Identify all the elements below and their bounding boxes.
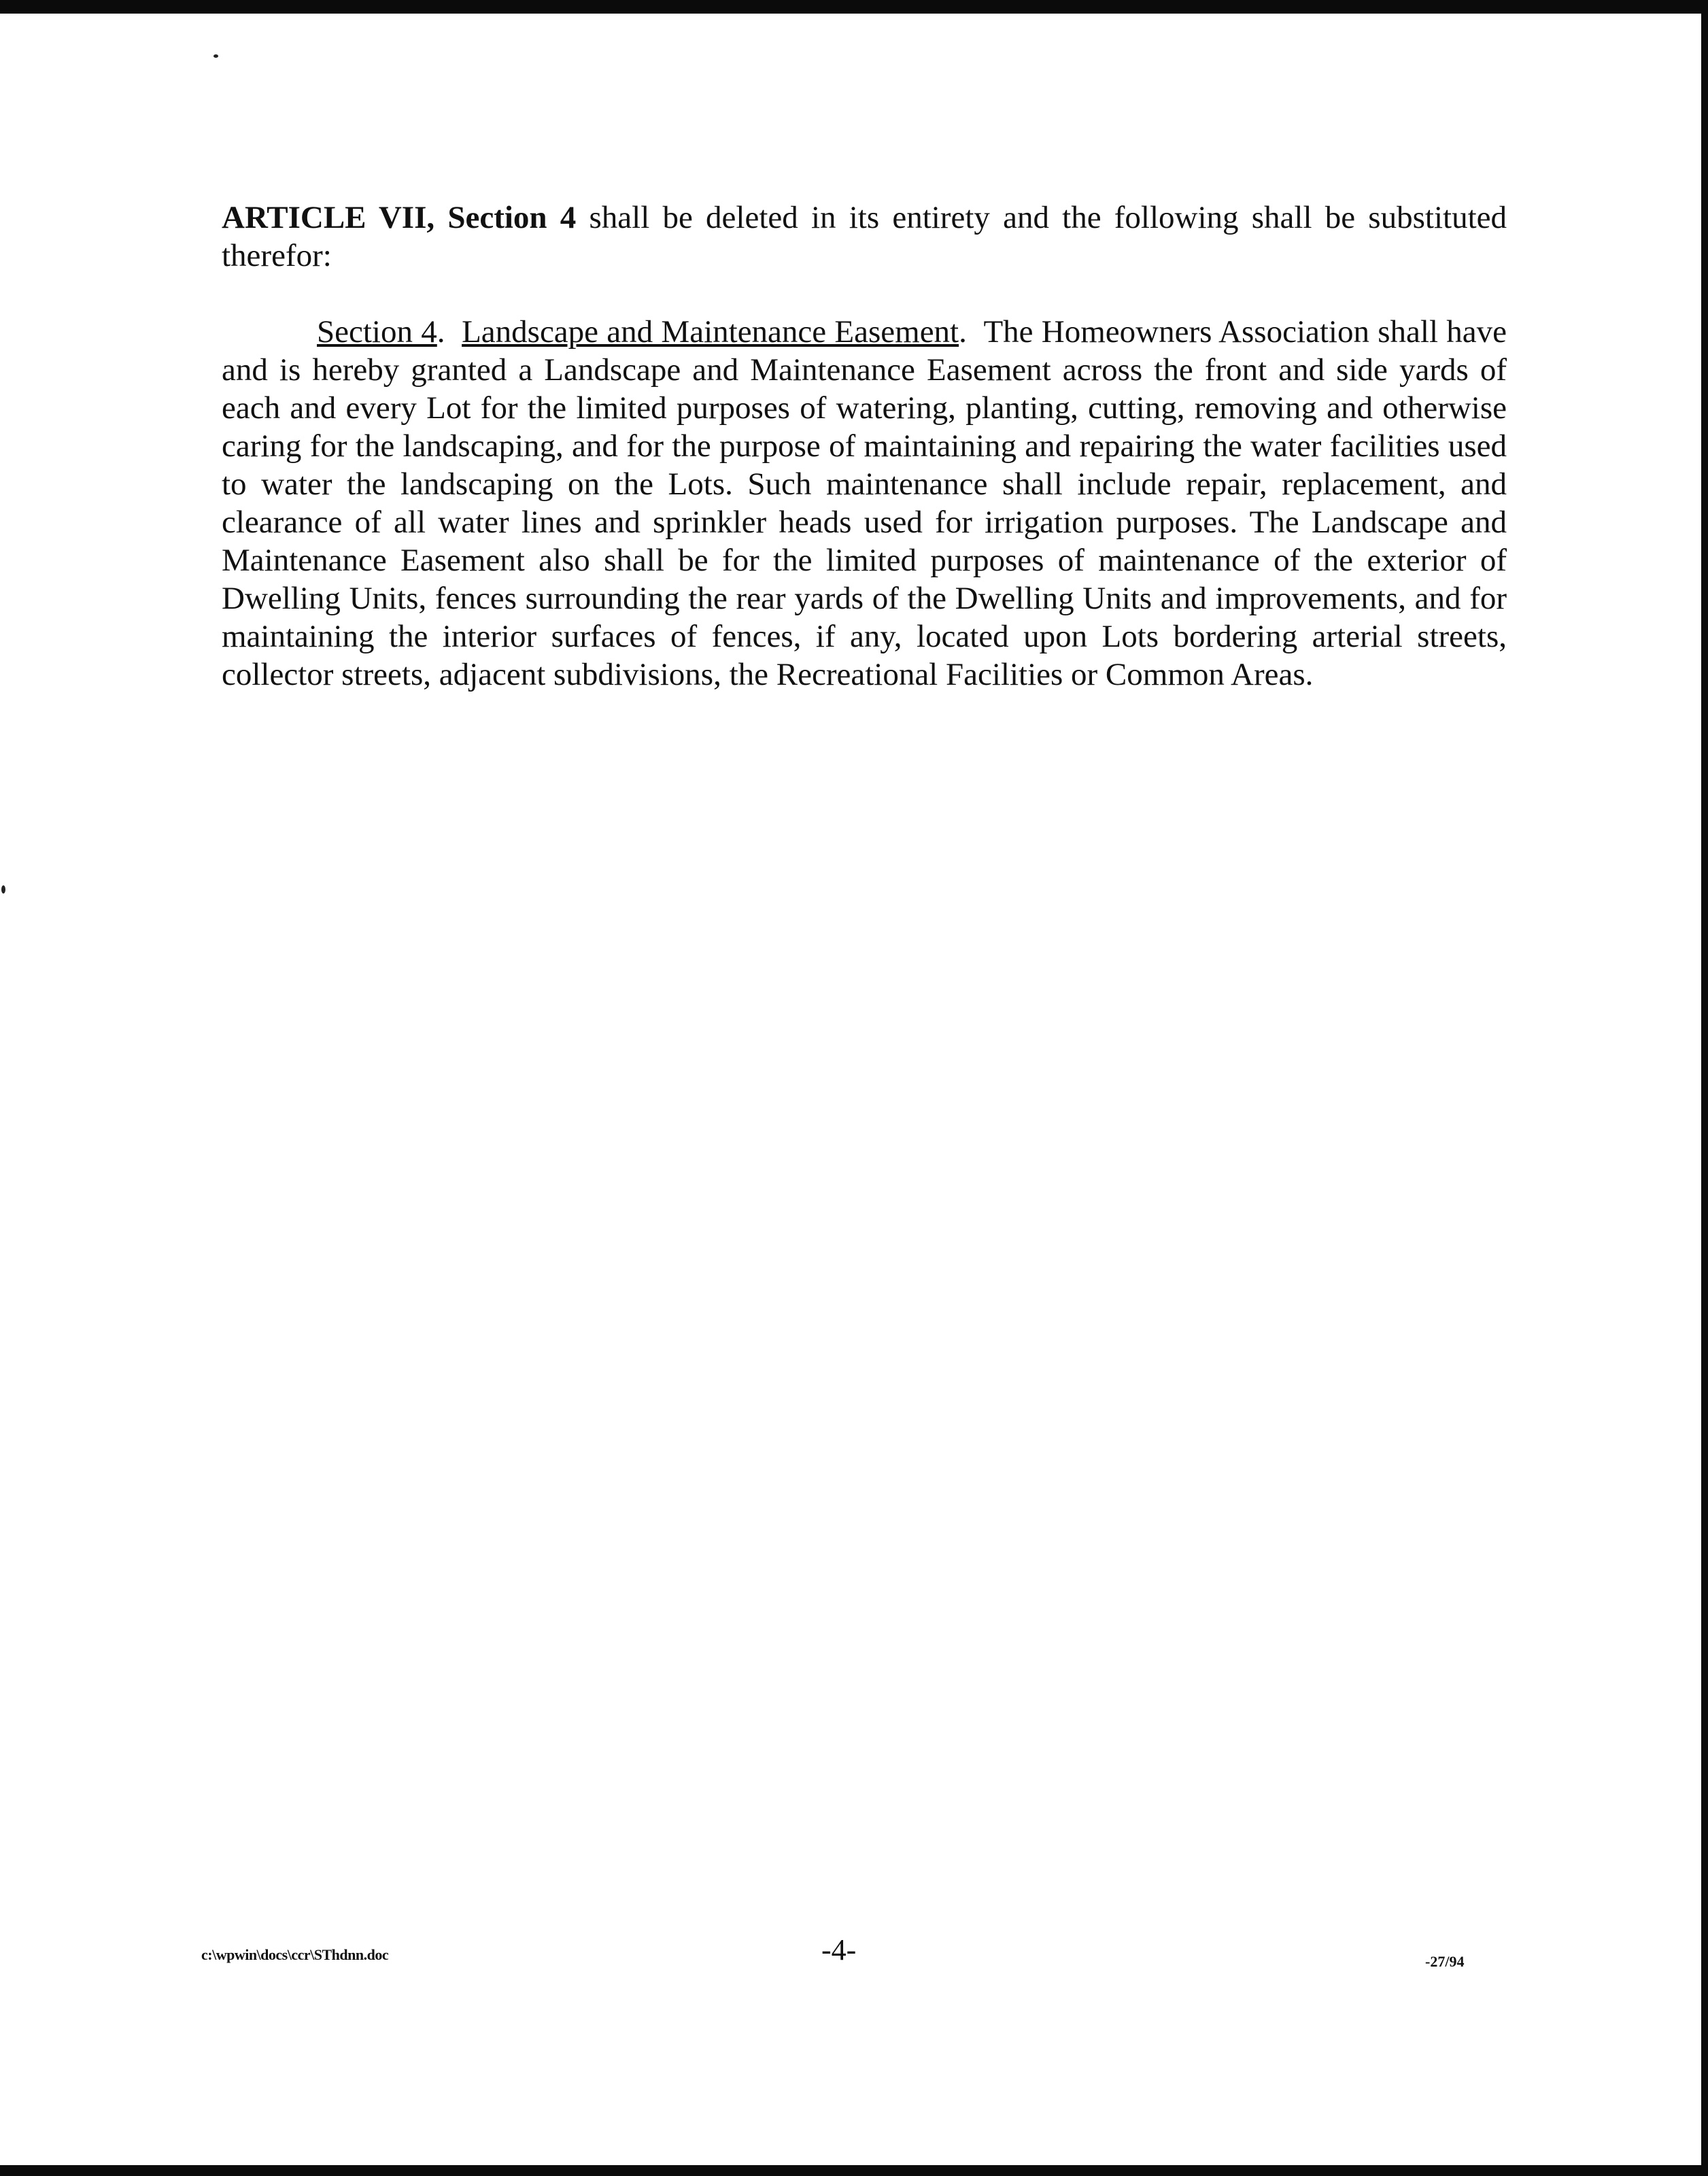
- page-number: -4-: [821, 1933, 857, 1967]
- document-body: [222, 199, 1507, 694]
- footer-date: -27/94: [1425, 1953, 1465, 1970]
- article-reference: ARTICLE VII, Section 4: [222, 200, 577, 235]
- section-paragraph: Section 4. Landscape and Maintenance Easement. The Homeowners Association shall have and is hereby granted a Landscape and Maintenance Easement across the front and side yards of each and every Lot for the limited purposes of watering, planting, cutting, removing and otherwise caring for the landscaping, and for the purpose of maintaining and repairing the water facilities used to water the landscaping on the Lots. Such maintenance shall include repair, replacement, and clearance of all water lines and sprinkler heads used for irrigation purposes. The Landscape and Maintenance Easement also shall be for the limited purposes of maintenance of the exterior of Dwelling Units, fences surrounding the rear yards of the Dwelling Units and improvements, and for maintaining the interior surfaces of fences, if any, located upon Lots bordering arterial streets, collector streets, adjacent subdivisions, the Recreational Facilities or Common Areas.: [222, 314, 1507, 692]
- section-number: Section 4: [317, 314, 437, 350]
- intro-text: shall be deleted in its entirety and the following shall be substituted therefor:: [222, 200, 1507, 273]
- scan-edge-bottom: [0, 2165, 1708, 2176]
- scan-speck: [1, 885, 5, 894]
- scan-edge-right: [1701, 0, 1708, 2176]
- footer-file-path: c:\wpwin\docs\ccr\SThdnn.doc: [201, 1946, 389, 1963]
- section-body: The Homeowners Association shall have and is hereby granted a Landscape and Maintenance Easement across the front and side yards of each and every Lot for the limited purposes of watering, planting, cutting, removing and otherwise caring for the landscaping, and for the purpose of maintaining and repairing the water facilities used to water the landscaping on the Lots. Such maintenance shall include repair, replacement, and clearance of all water lines and sprinkler heads used for irrigation purposes. The Landscape and Maintenance Easement also shall be for the limited purposes of maintenance of the exterior of Dwelling Units, fences surrounding the rear yards of the Dwelling Units and improvements, and for maintaining the interior surfaces of fences, if any, located upon Lots bordering arterial streets, collector streets, adjacent subdivisions, the Recreational Facilities or Common Areas.: [222, 314, 1507, 692]
- section-title: Landscape and Maintenance Easement: [462, 314, 959, 350]
- scan-edge-top: [0, 0, 1708, 14]
- intro-paragraph: [222, 199, 1507, 275]
- scan-speck: [214, 54, 218, 58]
